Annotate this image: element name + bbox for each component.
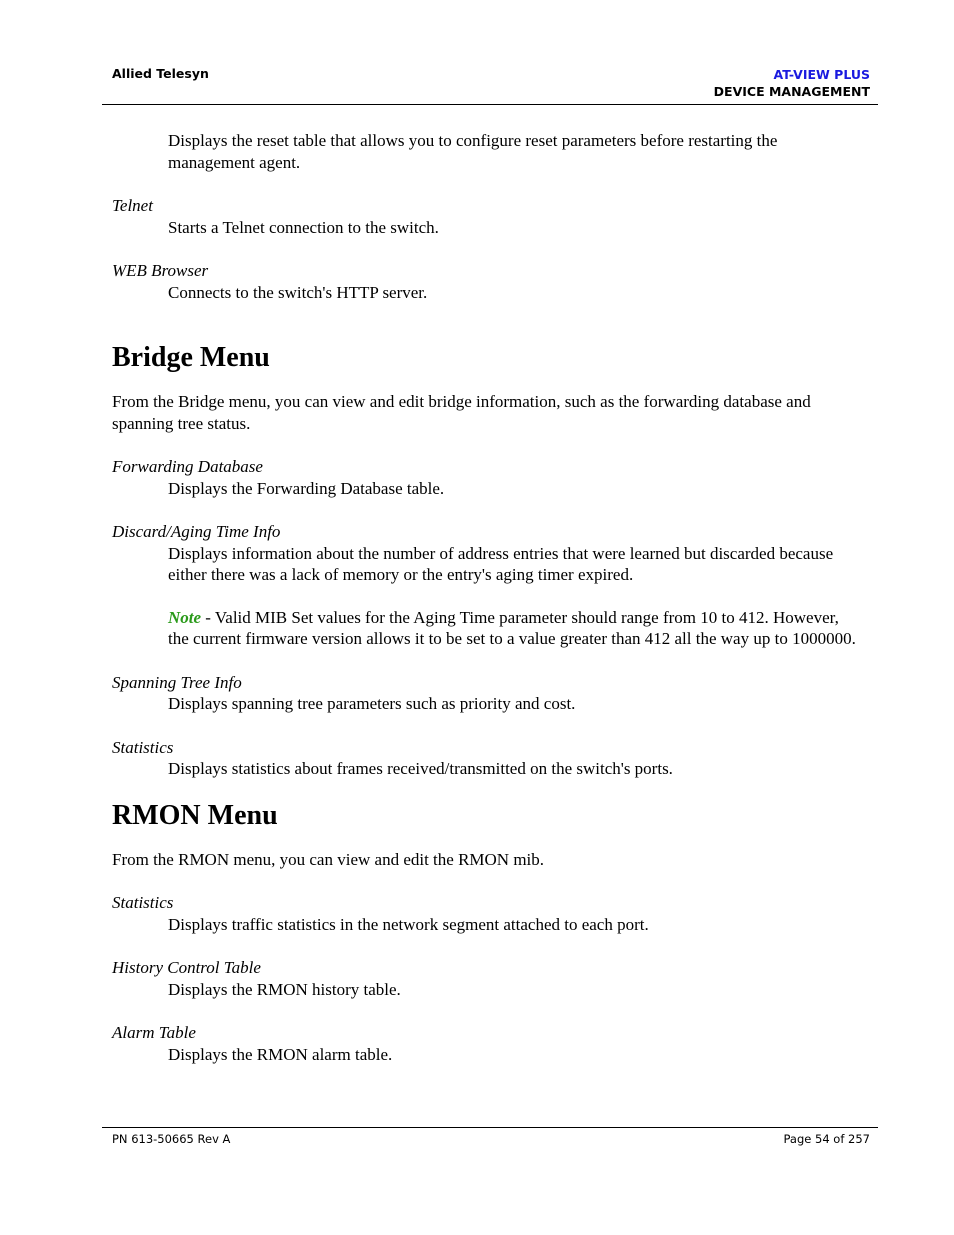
desc-telnet: Starts a Telnet connection to the switch.: [168, 217, 439, 237]
term-web-browser: WEB Browser: [112, 261, 209, 280]
header-company: Allied Telesyn: [112, 66, 209, 81]
term-bridge-statistics: Statistics: [112, 737, 174, 757]
term-discard-aging: Discard/Aging Time Info: [112, 522, 281, 541]
note-text: - Valid MIB Set values for the Aging Time parameter should range from 10 to 412. However, the current firmware version allows it to be set to a value greater than 412 all the way up to 1000000.: [168, 607, 856, 648]
header-right: [714, 66, 870, 100]
footer-part-number: PN 613-50665 Rev A: [112, 1132, 231, 1146]
desc-web-browser: Connects to the switch's HTTP server.: [168, 282, 428, 302]
term-telnet: Telnet: [112, 196, 153, 215]
reset-description: Displays the reset table that allows you to configure reset parameters before restarting the management agent.: [168, 131, 778, 172]
desc-alarm-table: Displays the RMON alarm table.: [168, 1044, 393, 1064]
header-rule: [102, 104, 878, 105]
term-rmon-statistics: Statistics: [112, 893, 174, 912]
bridge-heading: Bridge Menu: [112, 342, 270, 373]
note-paragraph: [168, 607, 860, 650]
footer-rule: [102, 1127, 878, 1128]
term-spanning-tree: Spanning Tree Info: [112, 672, 242, 692]
rmon-intro: From the RMON menu, you can view and edit the RMON mib.: [112, 849, 545, 869]
desc-discard-aging: Displays information about the number of address entries that were learned but discarded because either there was a lack of memory or the entry's aging timer expired.: [168, 543, 834, 584]
desc-bridge-statistics: Displays statistics about frames received/transmitted on the switch's ports.: [168, 759, 673, 778]
header-product: AT-VIEW PLUS: [773, 67, 870, 82]
rmon-heading: RMON Menu: [112, 799, 278, 831]
desc-history-control: Displays the RMON history table.: [168, 979, 401, 999]
desc-forwarding-database: Displays the Forwarding Database table.: [168, 478, 445, 498]
term-forwarding-database: Forwarding Database: [112, 457, 263, 476]
footer-page-number: Page 54 of 257: [783, 1132, 870, 1146]
bridge-intro: From the Bridge menu, you can view and edit bridge information, such as the forwarding database and spanning tree status.: [112, 392, 811, 433]
desc-rmon-statistics: Displays traffic statistics in the network segment attached to each port.: [168, 914, 649, 934]
header-section: DEVICE MANAGEMENT: [713, 84, 870, 99]
term-alarm-table: Alarm Table: [112, 1023, 196, 1042]
desc-spanning-tree: Displays spanning tree parameters such as priority and cost.: [168, 694, 576, 713]
term-history-control: History Control Table: [112, 958, 261, 977]
page-content: [112, 130, 860, 1065]
note-label: Note: [168, 607, 202, 627]
